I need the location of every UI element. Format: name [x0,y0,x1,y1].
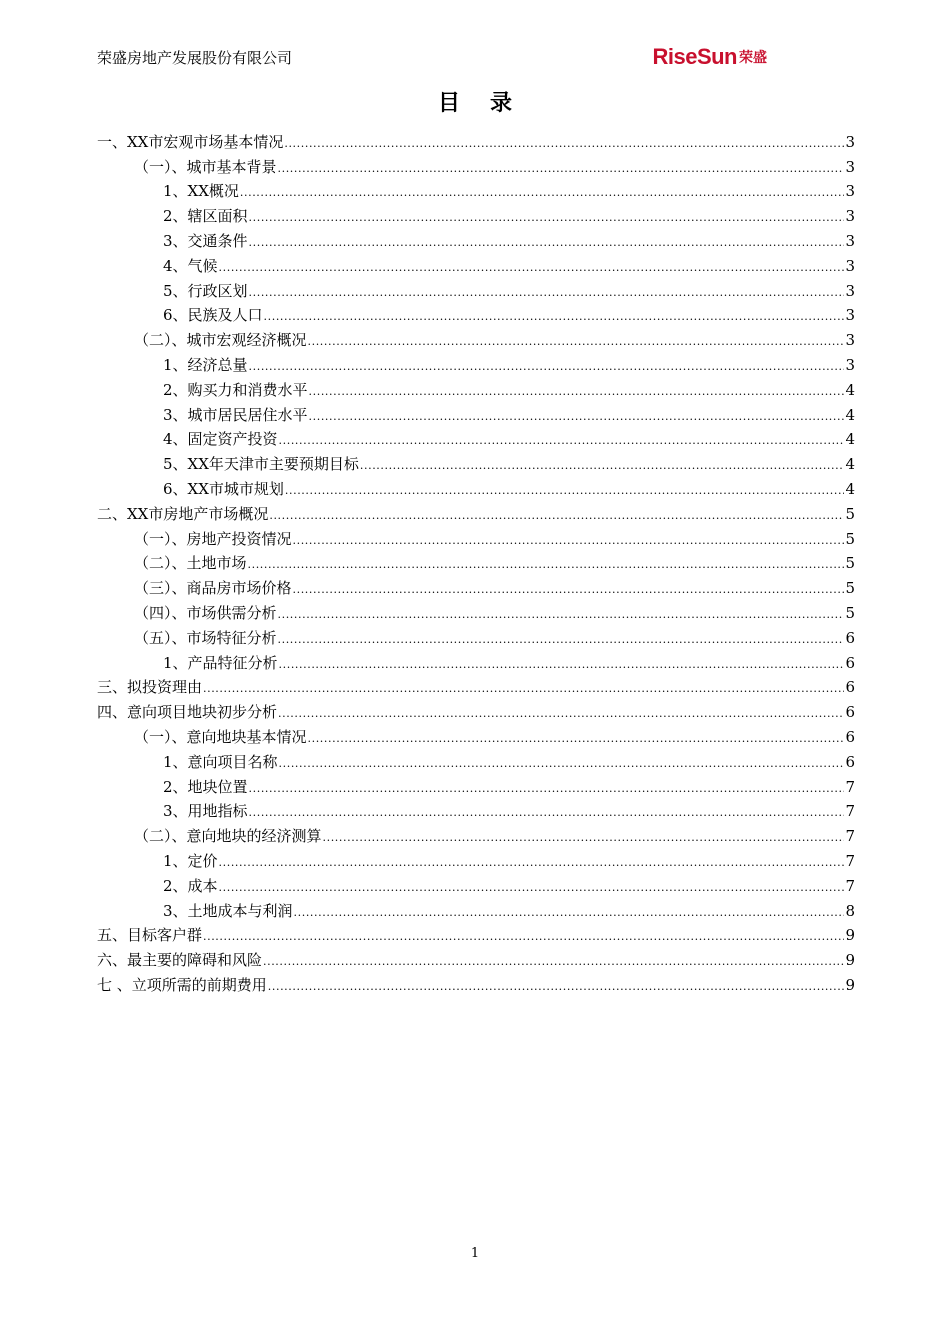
toc-entry-page: 8 [845,901,855,920]
toc-entry-text: （一）、房地产投资情况 [134,529,292,548]
toc-entry-page: 6 [845,628,855,647]
page-header [97,44,767,74]
toc-entry-page: 4 [845,405,855,424]
toc-entry-text: 2、成本 [163,876,218,895]
toc-entry-text: （一）、城市基本背景 [134,157,277,176]
toc-entry[interactable] [97,771,855,796]
toc-entry[interactable] [97,647,855,672]
toc-entry-page: 3 [845,355,855,374]
toc-entry-text: 4、气候 [163,256,218,275]
toc-entry-text: 5、行政区划 [163,281,248,300]
toc-entry-page: 3 [845,231,855,250]
toc-entry-page: 9 [845,951,855,970]
toc-entry[interactable] [97,374,855,399]
toc-entry[interactable] [97,300,855,325]
toc-leader-dots [309,385,845,399]
toc-entry[interactable] [97,572,855,597]
toc-entry-page: 5 [845,579,855,598]
toc-entry-page: 3 [845,331,855,350]
toc-entry[interactable] [97,895,855,920]
toc-entry[interactable] [97,969,855,994]
toc-entry-page: 3 [845,256,855,275]
toc-leader-dots [263,955,844,969]
toc-entry-text: 六、最主要的障碍和风险 [97,951,263,970]
toc-leader-dots [279,757,845,771]
toc-entry-text: 1、经济总量 [163,355,248,374]
toc-entry-text: 2、辖区面积 [163,207,248,226]
logo-chinese-text: 荣盛 [739,50,767,66]
toc-entry-page: 4 [845,455,855,474]
toc-leader-dots [249,236,845,250]
toc-entry[interactable] [97,349,855,374]
toc-entry[interactable] [97,498,855,523]
toc-entry[interactable] [97,672,855,697]
toc-entry[interactable] [97,721,855,746]
toc-entry-text: （二）、城市宏观经济概况 [134,331,307,350]
toc-entry-page: 3 [845,157,855,176]
toc-entry[interactable] [97,225,855,250]
toc-entry-page: 9 [845,975,855,994]
toc-entry[interactable] [97,845,855,870]
toc-entry[interactable] [97,126,855,151]
toc-entry-page: 6 [845,727,855,746]
toc-leader-dots [278,633,845,647]
toc-leader-dots [309,410,845,424]
toc-entry-page: 9 [845,926,855,945]
toc-entry-page: 7 [845,827,855,846]
toc-entry-text: 6、XX市城市规划 [163,479,284,498]
toc-leader-dots [269,509,844,523]
toc-entry-text: 3、土地成本与利润 [163,901,293,920]
toc-leader-dots [249,806,845,820]
toc-leader-dots [278,707,844,721]
toc-entry-text: （三）、商品房市场价格 [134,579,292,598]
toc-entry[interactable] [97,399,855,424]
toc-entry-page: 6 [845,703,855,722]
logo-english-text: RiseSun [652,44,737,69]
toc-leader-dots [293,534,845,548]
toc-leader-dots [360,459,845,473]
toc-entry[interactable] [97,324,855,349]
toc-entry-page: 4 [845,380,855,399]
toc-leader-dots [249,286,845,300]
toc-entry[interactable] [97,920,855,945]
toc-leader-dots [308,732,845,746]
toc-leader-dots [264,310,845,324]
toc-entry[interactable] [97,176,855,201]
toc-entry-page: 3 [845,132,855,151]
toc-entry[interactable] [97,473,855,498]
toc-entry-page: 3 [845,306,855,325]
company-name: 荣盛房地产发展股份有限公司 [97,49,293,67]
toc-entry-text: 一、XX市宏观市场基本情况 [97,132,284,151]
toc-entry[interactable] [97,275,855,300]
toc-entry-page: 5 [845,603,855,622]
toc-leader-dots [284,137,844,151]
toc-leader-dots [285,484,845,498]
toc-leader-dots [203,930,844,944]
toc-entry-text: 3、城市居民居住水平 [163,405,308,424]
toc-entry-page: 7 [845,851,855,870]
toc-leader-dots [294,906,845,920]
toc-entry[interactable] [97,200,855,225]
toc-entry-text: 四、意向项目地块初步分析 [97,703,278,722]
toc-entry-text: 七 、立项所需的前期费用 [97,975,267,994]
toc-entry-page: 3 [845,207,855,226]
toc-leader-dots [323,831,845,845]
toc-entry[interactable] [97,796,855,821]
toc-leader-dots [293,583,845,597]
toc-entry[interactable] [97,870,855,895]
toc-leader-dots [278,162,845,176]
toc-entry-text: 6、民族及人口 [163,306,263,325]
toc-entry[interactable] [97,597,855,622]
toc-leader-dots [203,682,844,696]
toc-entry-text: 3、用地指标 [163,802,248,821]
toc-leader-dots [219,856,845,870]
toc-entry-page: 4 [845,430,855,449]
toc-entry[interactable] [97,151,855,176]
toc-entry-text: 三、拟投资理由 [97,678,203,697]
toc-leader-dots [308,335,845,349]
page-number: 1 [470,1246,480,1261]
toc-leader-dots [249,211,845,225]
toc-entry-page: 6 [845,678,855,697]
toc-entry-page: 3 [845,182,855,201]
toc-entry-text: 3、交通条件 [163,231,248,250]
toc-leader-dots [268,980,845,994]
toc-entry[interactable] [97,424,855,449]
toc-entry-page: 3 [845,281,855,300]
toc-leader-dots [278,608,845,622]
toc-entry-page: 7 [845,777,855,796]
toc-entry[interactable] [97,746,855,771]
toc-entry[interactable] [97,448,855,473]
toc-entry-text: 1、XX概况 [163,182,239,201]
toc-leader-dots [279,434,845,448]
toc-entry-page: 7 [845,876,855,895]
toc-entry[interactable] [97,820,855,845]
toc-entry[interactable] [97,622,855,647]
risesun-logo [652,44,767,70]
toc-leader-dots [248,558,845,572]
toc-entry-page: 7 [845,802,855,821]
toc-leader-dots [219,261,845,275]
toc-leader-dots [249,360,845,374]
toc-entry[interactable] [97,523,855,548]
toc-entry-text: （二）、土地市场 [134,554,247,573]
toc-entry-text: 二、XX市房地产市场概况 [97,504,269,523]
toc-entry-text: 2、购买力和消费水平 [163,380,308,399]
toc-entry-text: （四）、市场供需分析 [134,603,277,622]
toc-entry-page: 6 [845,752,855,771]
toc-entry-text: （一）、意向地块基本情况 [134,727,307,746]
toc-entry[interactable] [97,548,855,573]
toc-entry-text: 4、固定资产投资 [163,430,278,449]
toc-leader-dots [240,186,845,200]
toc-entry-text: （二）、意向地块的经济测算 [134,827,322,846]
toc-entry[interactable] [97,944,855,969]
toc-entry-page: 5 [845,529,855,548]
toc-title: 目录 [437,90,542,116]
toc-entry-text: 1、定价 [163,851,218,870]
toc-entry[interactable] [97,250,855,275]
toc-leader-dots [219,881,845,895]
toc-entry-text: 1、产品特征分析 [163,653,278,672]
toc-leader-dots [249,782,845,796]
toc-entry-text: 2、地块位置 [163,777,248,796]
toc-entry-text: （五）、市场特征分析 [134,628,277,647]
toc-entry-page: 4 [845,479,855,498]
toc-entry-page: 6 [845,653,855,672]
toc-entry-text: 五、目标客户群 [97,926,203,945]
toc-entry[interactable] [97,696,855,721]
toc-entry-text: 5、XX年天津市主要预期目标 [163,455,359,474]
toc-entry-page: 5 [845,554,855,573]
toc-entry-page: 5 [845,504,855,523]
toc-leader-dots [279,658,845,672]
toc-entry-text: 1、意向项目名称 [163,752,278,771]
table-of-contents [97,126,855,994]
